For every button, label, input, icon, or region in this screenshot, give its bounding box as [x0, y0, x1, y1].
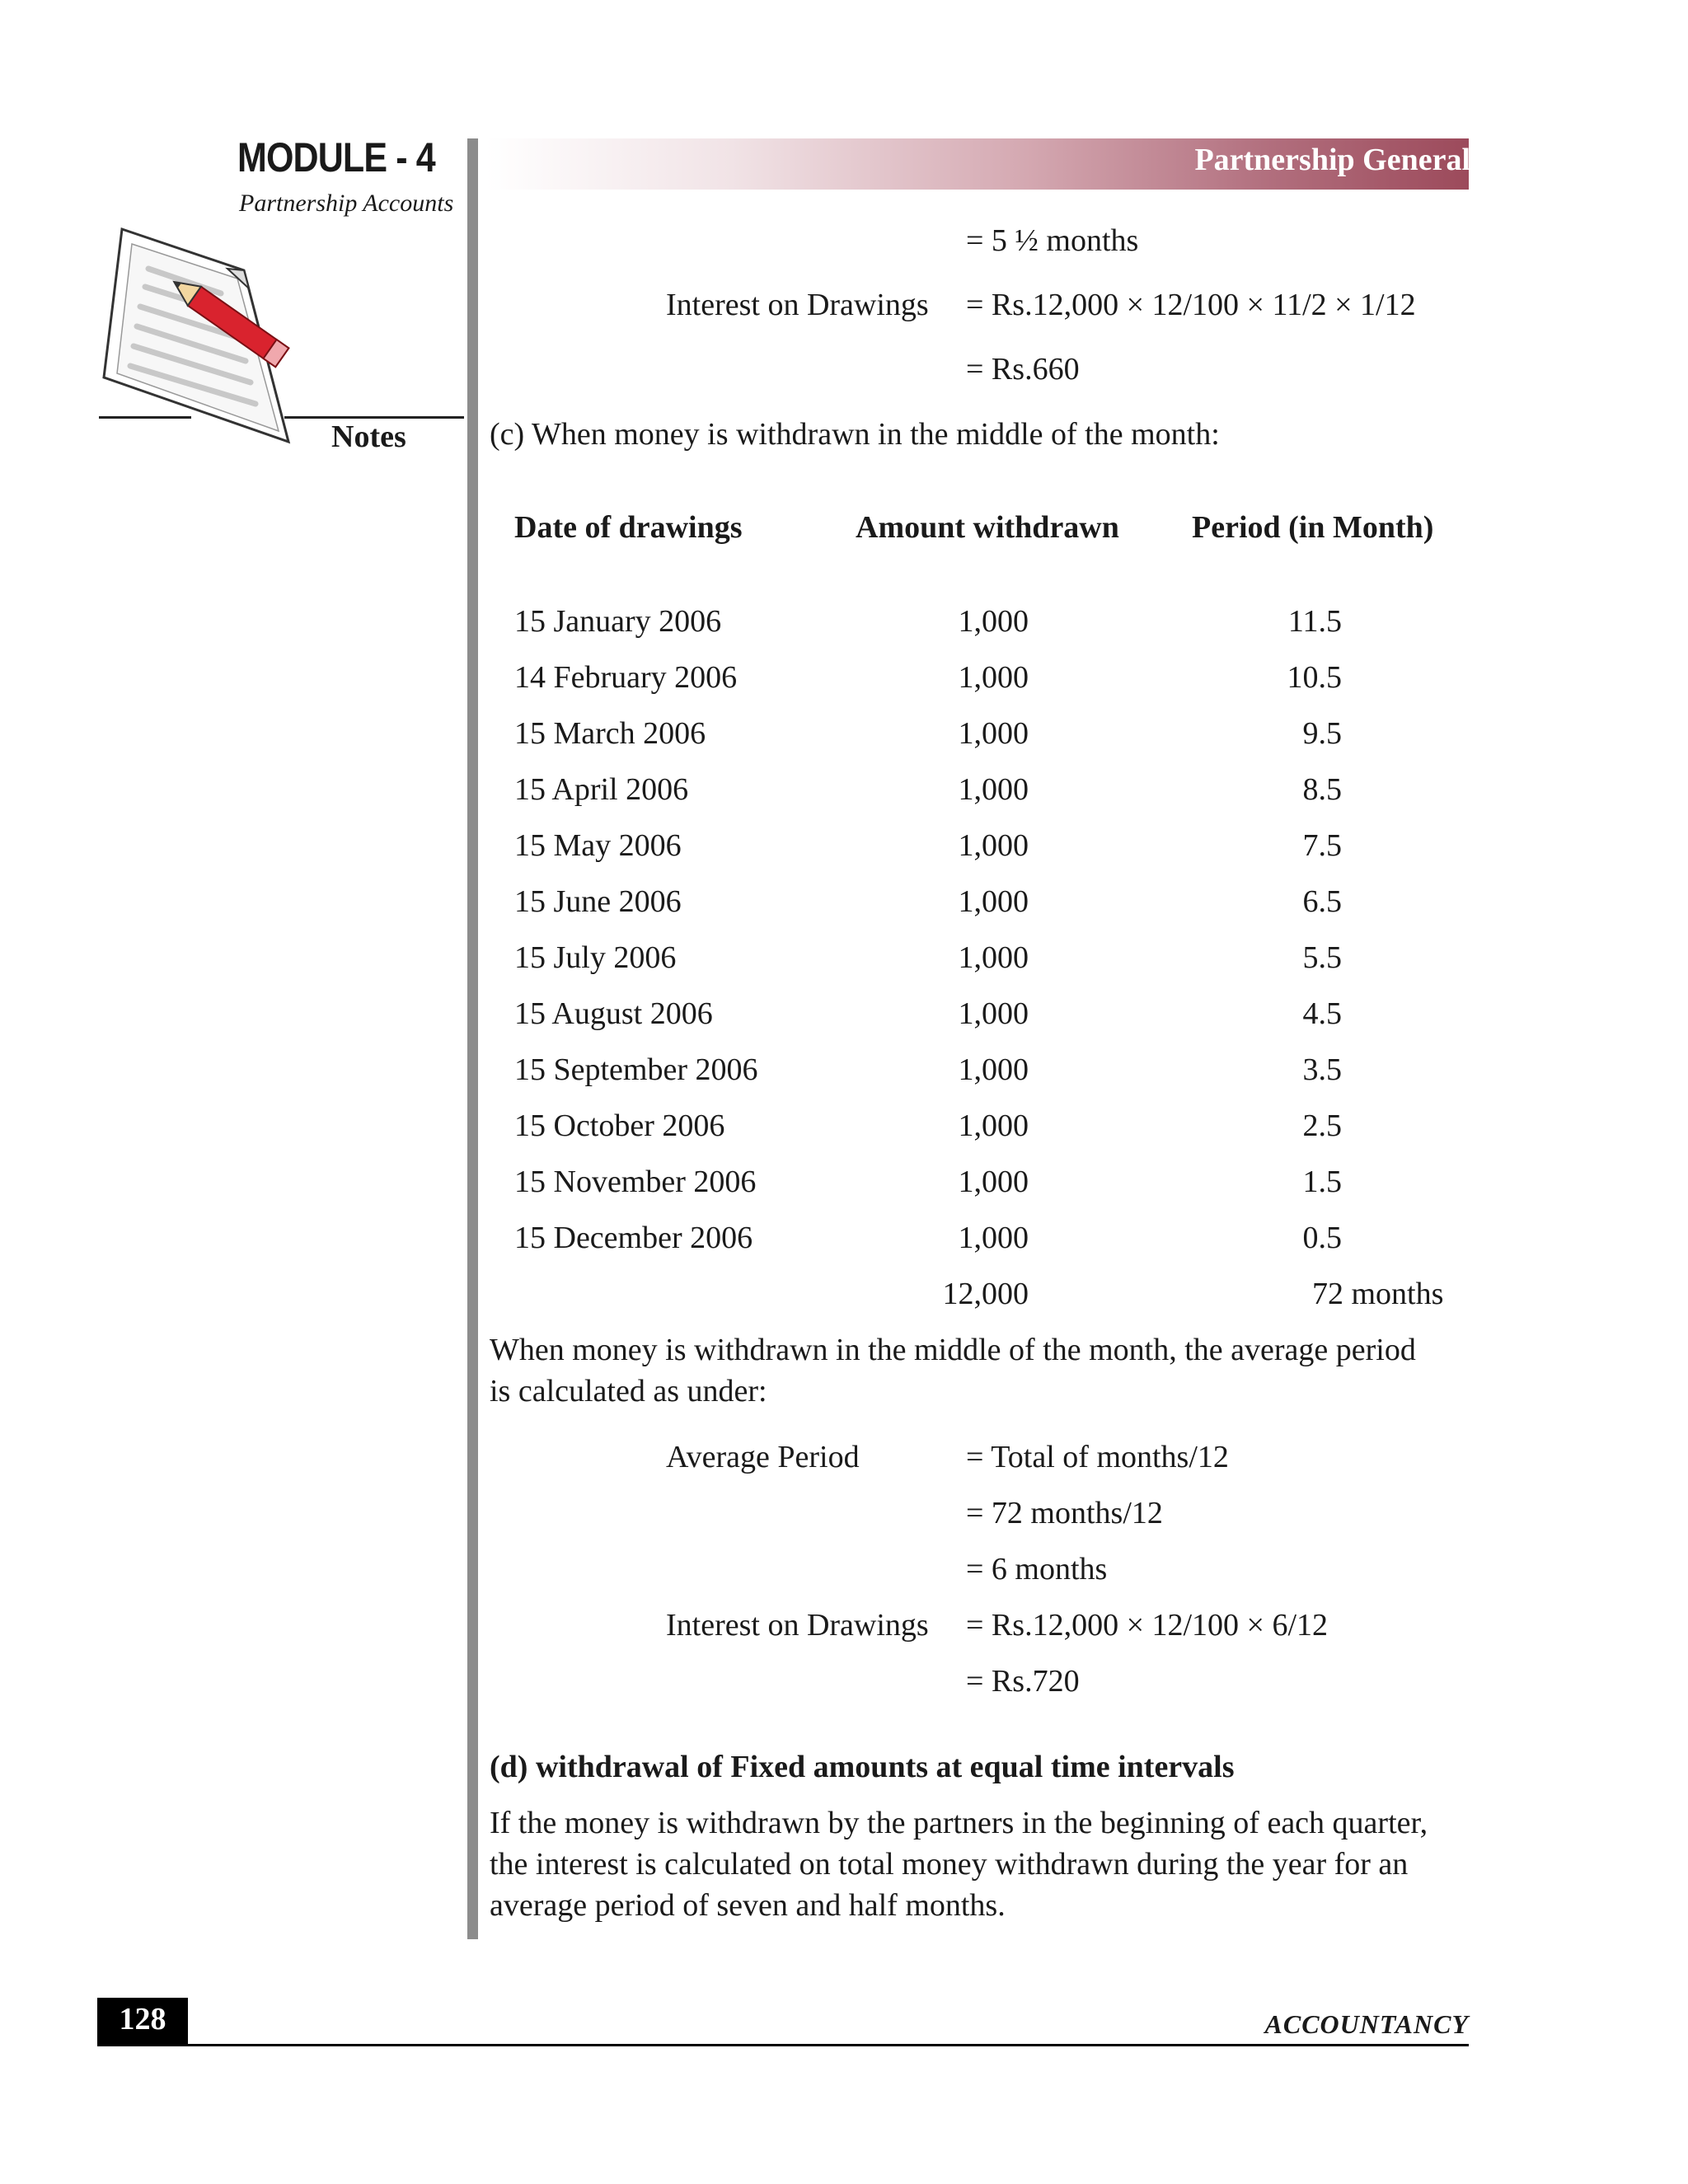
row-period: 5.5 — [1302, 940, 1342, 975]
calc-b-line1: = 5 ½ months — [966, 223, 1139, 258]
table-header-amount: Amount withdrawn — [856, 510, 1119, 545]
calc-b-interest-label: Interest on Drawings — [666, 288, 929, 322]
row-amount: 1,000 — [958, 772, 1029, 807]
row-date: 15 July 2006 — [514, 940, 677, 975]
row-date: 15 January 2006 — [514, 604, 722, 639]
calc-c-avg-eq2: = 72 months/12 — [966, 1496, 1163, 1530]
row-amount: 1,000 — [958, 660, 1029, 695]
row-date: 15 September 2006 — [514, 1052, 758, 1087]
table-header-period: Period (in Month) — [1192, 510, 1434, 545]
row-amount: 1,000 — [958, 604, 1029, 639]
module-title: MODULE - 4 — [237, 134, 435, 180]
row-period: 10.5 — [1287, 660, 1342, 695]
page-number: 128 — [119, 2002, 166, 2036]
row-amount: 1,000 — [958, 716, 1029, 751]
section-d-line2: the interest is calculated on total money withdrawn during the year for an — [490, 1847, 1409, 1882]
row-amount: 1,000 — [958, 1221, 1029, 1255]
table-header-date: Date of drawings — [514, 510, 743, 545]
row-period: 8.5 — [1302, 772, 1342, 807]
calc-c-avg-eq1: = Total of months/12 — [966, 1440, 1229, 1474]
calc-c-interest-label: Interest on Drawings — [666, 1608, 929, 1643]
row-amount: 1,000 — [958, 1165, 1029, 1199]
section-d-line3: average period of seven and half months. — [490, 1888, 1006, 1923]
row-date: 15 November 2006 — [514, 1165, 757, 1199]
row-period: 7.5 — [1302, 828, 1342, 863]
row-period: 3.5 — [1302, 1052, 1342, 1087]
section-c-heading: (c) When money is withdrawn in the middle of the month: — [490, 417, 1220, 452]
footer-book-title: ACCOUNTANCY — [1264, 2009, 1469, 2039]
row-date: 15 October 2006 — [514, 1108, 725, 1143]
row-amount: 1,000 — [958, 940, 1029, 975]
row-period: 1.5 — [1302, 1165, 1342, 1199]
total-amount: 12,000 — [942, 1277, 1029, 1311]
row-period: 0.5 — [1302, 1221, 1342, 1255]
calc-b-interest-formula: = Rs.12,000 × 12/100 × 11/2 × 1/12 — [966, 288, 1416, 322]
row-date: 15 March 2006 — [514, 716, 706, 751]
row-amount: 1,000 — [958, 1108, 1029, 1143]
calc-c-interest-formula: = Rs.12,000 × 12/100 × 6/12 — [966, 1608, 1329, 1643]
notes-rule-left — [99, 416, 191, 419]
explain-c-line2: is calculated as under: — [490, 1374, 767, 1408]
row-period: 11.5 — [1287, 604, 1342, 639]
row-amount: 1,000 — [958, 1052, 1029, 1087]
row-date: 15 December 2006 — [514, 1221, 753, 1255]
footer-rule — [97, 2044, 1469, 2046]
row-date: 15 May 2006 — [514, 828, 682, 863]
row-period: 9.5 — [1302, 716, 1342, 751]
row-date: 15 August 2006 — [514, 996, 713, 1031]
explain-c-line1: When money is withdrawn in the middle of the month, the average period — [490, 1333, 1416, 1367]
margin-divider-bar — [467, 138, 478, 1939]
row-period: 4.5 — [1302, 996, 1342, 1031]
module-subtitle: Partnership Accounts — [239, 190, 454, 217]
calc-c-interest-result: = Rs.720 — [966, 1664, 1080, 1699]
total-period: 72 months — [1312, 1277, 1444, 1311]
section-d-line1: If the money is withdrawn by the partners in the beginning of each quarter, — [490, 1806, 1428, 1840]
row-amount: 1,000 — [958, 884, 1029, 919]
row-period: 2.5 — [1302, 1108, 1342, 1143]
calc-c-avg-eq3: = 6 months — [966, 1552, 1108, 1586]
row-date: 15 June 2006 — [514, 884, 682, 919]
row-period: 6.5 — [1302, 884, 1342, 919]
calc-c-avg-label: Average Period — [666, 1440, 860, 1474]
row-amount: 1,000 — [958, 828, 1029, 863]
row-date: 15 April 2006 — [514, 772, 689, 807]
section-d-heading: (d) withdrawal of Fixed amounts at equal time intervals — [490, 1750, 1235, 1784]
calc-b-result: = Rs.660 — [966, 352, 1080, 387]
header-title: Partnership General — [1194, 143, 1470, 177]
notes-label: Notes — [331, 419, 406, 454]
row-amount: 1,000 — [958, 996, 1029, 1031]
row-date: 14 February 2006 — [514, 660, 738, 695]
